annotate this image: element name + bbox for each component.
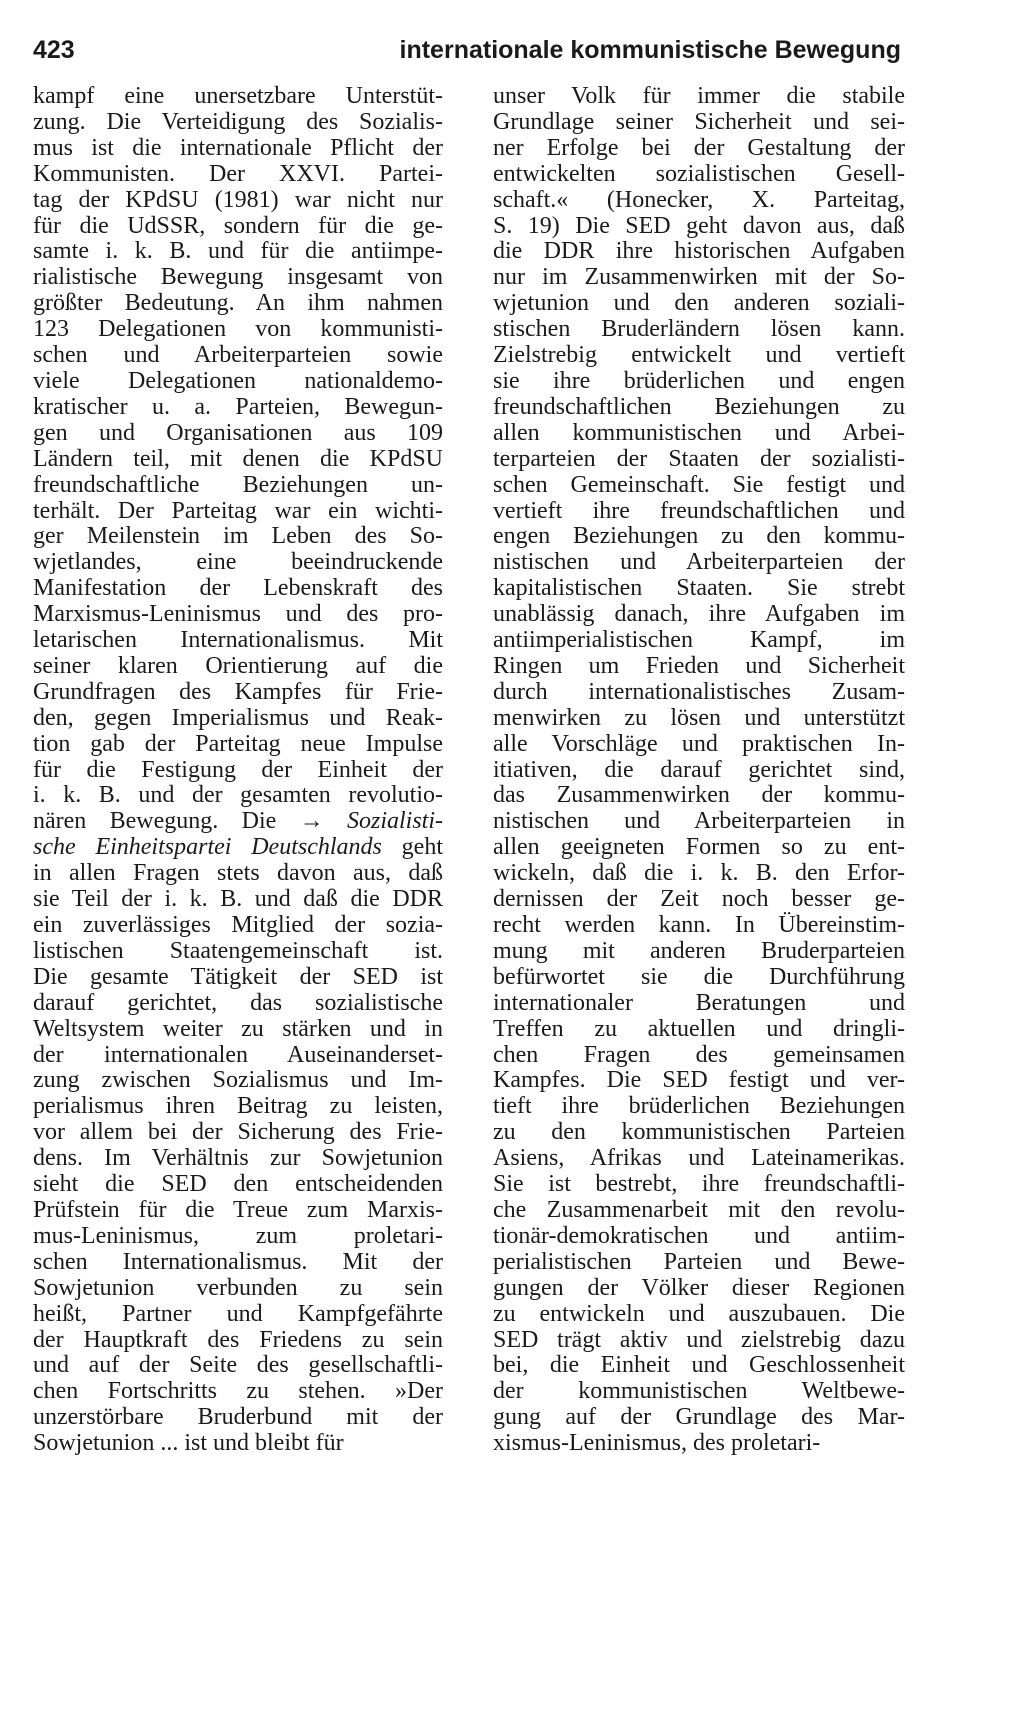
text-line: freundschaftlichen Beziehungen zu	[493, 393, 905, 420]
text-column-left	[33, 84, 443, 1457]
text-line: nur im Zusammenwirken mit der So-	[493, 264, 905, 291]
text-line: sie ihre brüderlichen und engen	[493, 367, 905, 394]
text-line: Treffen zu aktuellen und dringli-	[493, 1015, 905, 1042]
text-line: Marxismus-Leninismus und des pro-	[33, 601, 443, 628]
text-line: in allen Fragen stets davon aus, daß	[33, 860, 443, 887]
text-line: sieht die SED den entscheidenden	[33, 1171, 443, 1198]
text-line: Grundfragen des Kampfes für Frie-	[33, 678, 443, 705]
text-line: gen und Organisationen aus 109	[33, 419, 443, 446]
text-line: xismus-Leninismus, des proletari-	[493, 1430, 821, 1457]
text-line: kampf eine unersetzbare Unterstüt-	[33, 83, 443, 109]
page-number: 423	[33, 36, 75, 64]
text-line: schen und Arbeiterparteien sowie	[33, 342, 443, 369]
text-line: ein zuverlässiges Mitglied der sozia-	[33, 912, 443, 938]
text-line: Prüfstein für die Treue zum Marxis-	[33, 1196, 443, 1223]
text-line: Sowjetunion ... ist und bleibt für	[33, 1430, 344, 1457]
text-line: unser Volk für immer die stabile	[493, 83, 905, 109]
text-line: wjetlandes, eine beeindruckende	[33, 549, 443, 576]
text-line: der Hauptkraft des Friedens zu sein	[33, 1326, 443, 1353]
text-line: vertieft ihre freundschaftlichen und	[493, 497, 905, 524]
text-line: Ringen um Frieden und Sicherheit	[493, 652, 905, 679]
text-line: i. k. B. und der gesamten revolutio-	[33, 782, 443, 809]
text-line: zu den kommunistischen Parteien	[493, 1119, 905, 1146]
text-line: itiativen, die darauf gerichtet sind,	[493, 756, 905, 783]
text-line: bei, die Einheit und Geschlossenheit	[493, 1352, 905, 1379]
text-line: antiimperialistischen Kampf, im	[493, 627, 905, 654]
text-line: allen geeigneten Formen so zu ent-	[493, 834, 905, 861]
text-line: viele Delegationen nationaldemo-	[33, 367, 443, 394]
text-line: entwickelten sozialistischen Gesell-	[493, 160, 905, 187]
text-line: recht werden kann. In Übereinstim-	[493, 912, 905, 938]
text-line: schen Gemeinschaft. Sie festigt und	[493, 471, 905, 498]
text-line: vor allem bei der Sicherung des Frie-	[33, 1119, 443, 1146]
text-line: listischen Staatengemeinschaft ist.	[33, 937, 443, 964]
text-line: der internationalen Auseinanderset-	[33, 1041, 443, 1068]
text-line: größter Bedeutung. An ihm nahmen	[33, 290, 443, 317]
text-line: chen Fragen des gemeinsamen	[493, 1041, 905, 1068]
text-line: dernissen der Zeit noch besser ge-	[493, 886, 905, 913]
text-line: das Zusammenwirken der kommu-	[493, 782, 905, 809]
text-line: Ländern teil, mit denen die KPdSU	[33, 445, 443, 472]
text-line: SED trägt aktiv und zielstrebig dazu	[493, 1326, 905, 1353]
text-line: terparteien der Staaten der sozialisti-	[493, 445, 905, 472]
text-line: alle Vorschläge und praktischen In-	[493, 730, 905, 757]
text-line: stischen Bruderländern lösen kann.	[493, 316, 905, 343]
text-line: Sie ist bestrebt, ihre freundschaftli-	[493, 1171, 905, 1198]
text-line: nistischen und Arbeiterparteien in	[493, 808, 905, 835]
text-line: wickeln, daß die i. k. B. den Erfor-	[493, 860, 905, 887]
text-line: darauf gerichtet, das sozialistische	[33, 989, 443, 1016]
text-line: gungen der Völker dieser Regionen	[493, 1274, 905, 1301]
text-line: den, gegen Imperialismus und Reak-	[33, 704, 443, 731]
text-line: mus-Leninismus, zum proletari-	[33, 1222, 443, 1249]
text-line: engen Beziehungen zu den kommu-	[493, 523, 905, 550]
text-column-right	[493, 84, 905, 1457]
text-line: wjetunion und den anderen soziali-	[493, 290, 905, 317]
text-line: schen Internationalismus. Mit der	[33, 1248, 443, 1275]
text-line: ger Meilenstein im Leben des So-	[33, 523, 443, 550]
text-line: nistischen und Arbeiterparteien der	[493, 549, 905, 576]
text-line: und auf der Seite des gesellschaftli-	[33, 1352, 443, 1379]
text-line: che Zusammenarbeit mit den revolu-	[493, 1196, 905, 1223]
text-line: Kommunisten. Der XXVI. Partei-	[33, 160, 443, 187]
text-line: samte i. k. B. und für die antiimpe-	[33, 238, 443, 265]
text-line: Grundlage seiner Sicherheit und sei-	[493, 108, 905, 135]
text-line: sche Einheitspartei Deutschlands geht	[33, 834, 443, 861]
text-line: tion gab der Parteitag neue Impulse	[33, 730, 443, 757]
text-line: der kommunistischen Weltbewe-	[493, 1378, 905, 1405]
text-line: letarischen Internationalismus. Mit	[33, 627, 443, 654]
text-line: internationaler Beratungen und	[493, 989, 905, 1016]
text-line: Sowjetunion verbunden zu sein	[33, 1274, 443, 1301]
text-line: S. 19) Die SED geht davon aus, daß	[493, 212, 905, 239]
text-line: tionär-demokratischen und antiim-	[493, 1222, 905, 1249]
text-line: zung. Die Verteidigung des Sozialis-	[33, 108, 443, 135]
text-line: Die gesamte Tätigkeit der SED ist	[33, 963, 443, 990]
text-line: unzerstörbare Bruderbund mit der	[33, 1404, 443, 1431]
text-line: durch internationalistisches Zusam-	[493, 678, 905, 705]
text-line: ner Erfolge bei der Gestaltung der	[493, 134, 905, 161]
text-line: Zielstrebig entwickelt und vertieft	[493, 342, 905, 369]
text-line: unablässig danach, ihre Aufgaben im	[493, 601, 905, 628]
text-line: mus ist die internationale Pflicht der	[33, 134, 443, 161]
text-line: kratischer u. a. Parteien, Bewegun-	[33, 393, 443, 420]
text-line: mung mit anderen Bruderparteien	[493, 937, 905, 964]
text-line: tieft ihre brüderlichen Beziehungen	[493, 1093, 905, 1120]
text-line: rialistische Bewegung insgesamt von	[33, 264, 443, 291]
text-line: allen kommunistischen und Arbei-	[493, 419, 905, 446]
text-line: menwirken zu lösen und unterstützt	[493, 704, 905, 731]
text-line: Weltsystem weiter zu stärken und in	[33, 1015, 443, 1042]
text-line: Manifestation der Lebenskraft des	[33, 575, 443, 602]
text-line: chen Fortschritts zu stehen. »Der	[33, 1378, 443, 1405]
text-line: heißt, Partner und Kampfgefährte	[33, 1300, 443, 1327]
text-line: kapitalistischen Staaten. Sie strebt	[493, 575, 905, 602]
text-line: gung auf der Grundlage des Mar-	[493, 1404, 905, 1431]
text-line: zu entwickeln und auszubauen. Die	[493, 1300, 905, 1327]
text-line: sie Teil der i. k. B. und daß die DDR	[33, 886, 443, 913]
text-line: 123 Delegationen von kommunisti-	[33, 316, 443, 343]
text-line: für die UdSSR, sondern für die ge-	[33, 212, 443, 239]
text-line: zung zwischen Sozialismus und Im-	[33, 1067, 443, 1094]
text-line: freundschaftliche Beziehungen un-	[33, 471, 443, 498]
text-line: perialismus ihren Beitrag zu leisten,	[33, 1093, 443, 1120]
text-line: befürwortet sie die Durchführung	[493, 963, 905, 990]
text-line: seiner klaren Orientierung auf die	[33, 652, 443, 679]
running-head: internationale kommunistische Bewegung	[399, 36, 901, 64]
page-header	[33, 30, 901, 70]
text-line: perialistischen Parteien und Bewe-	[493, 1248, 905, 1275]
text-line: schaft.« (Honecker, X. Parteitag,	[493, 186, 905, 213]
text-line: Asiens, Afrikas und Lateinamerikas.	[493, 1145, 905, 1172]
text-line: terhält. Der Parteitag war ein wichti-	[33, 497, 443, 524]
text-line: für die Festigung der Einheit der	[33, 756, 443, 783]
text-line: tag der KPdSU (1981) war nicht nur	[33, 186, 443, 213]
text-line: die DDR ihre historischen Aufgaben	[493, 238, 905, 265]
text-line: Kampfes. Die SED festigt und ver-	[493, 1067, 905, 1094]
text-line: dens. Im Verhältnis zur Sowjetunion	[33, 1145, 443, 1172]
text-line: nären Bewegung. Die → Sozialisti-	[33, 808, 443, 835]
